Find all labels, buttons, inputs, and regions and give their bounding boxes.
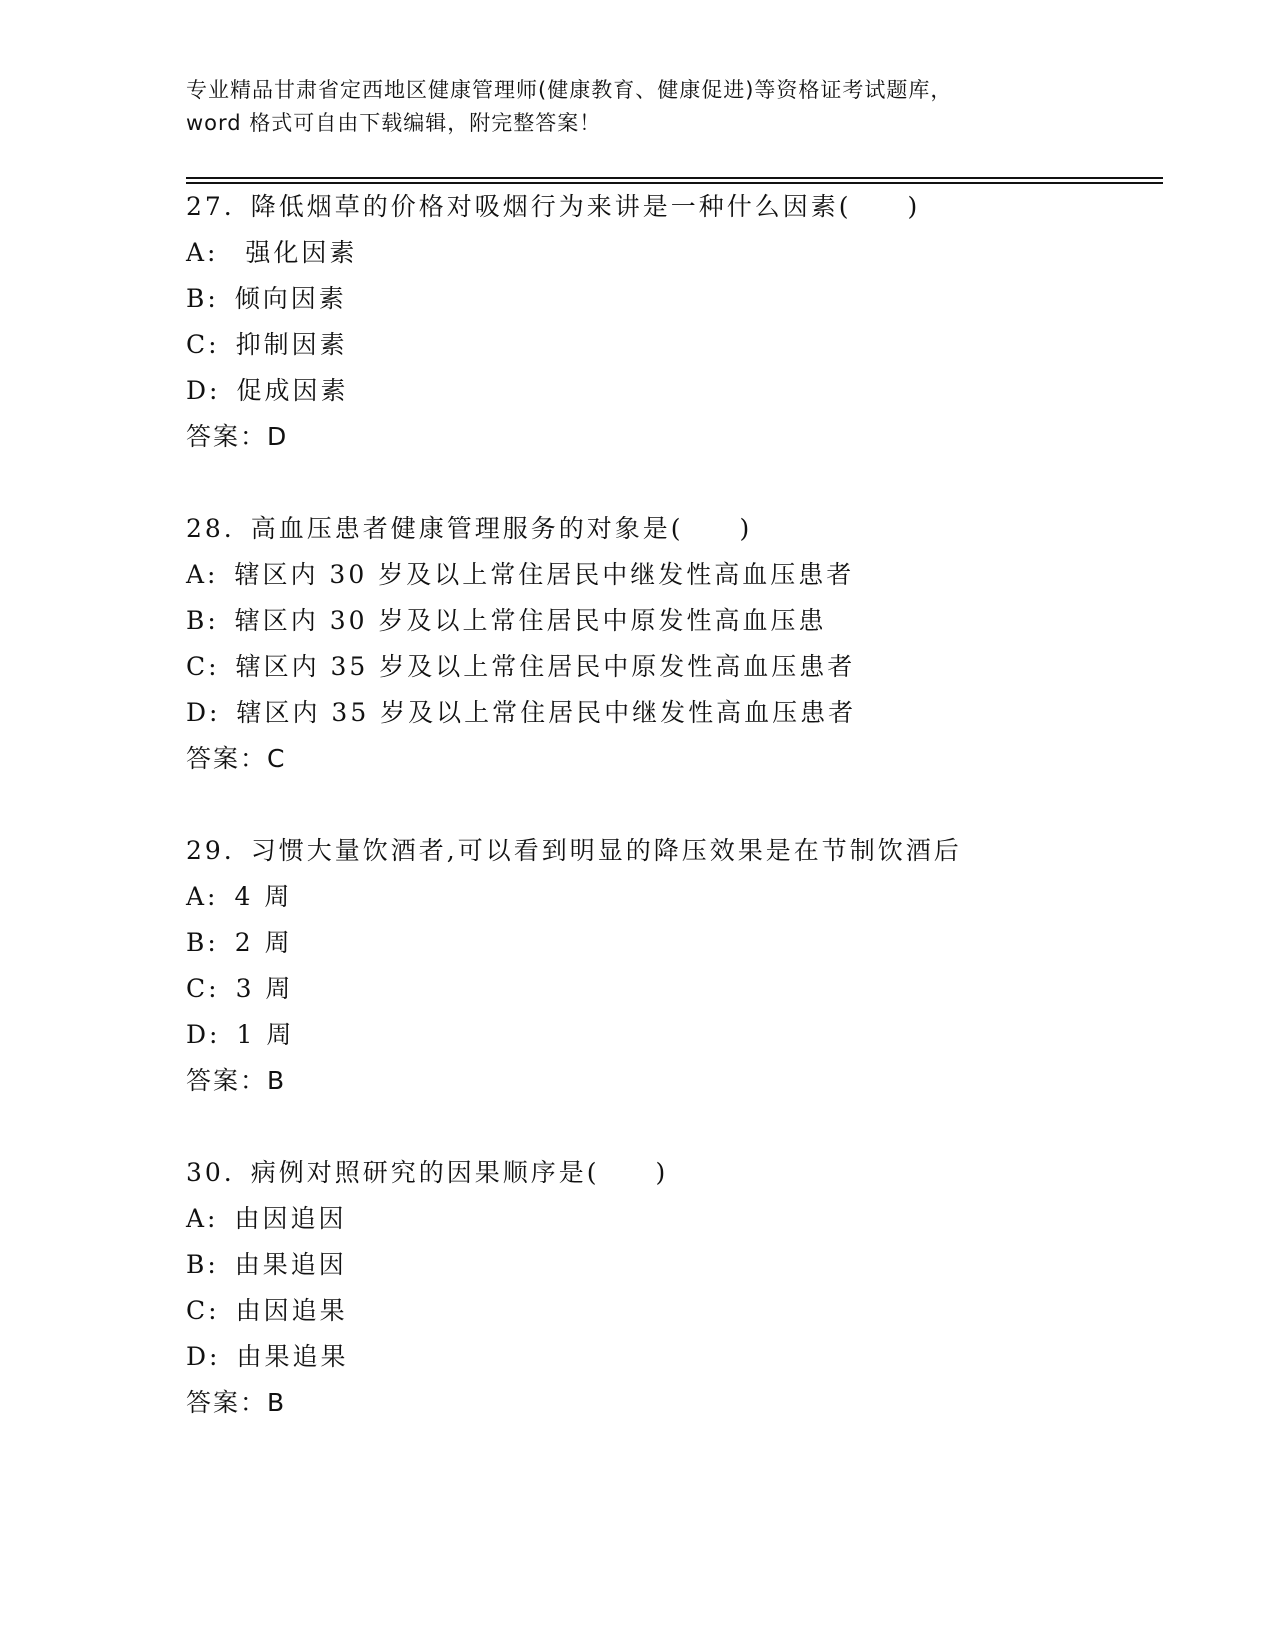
- option-text: 抑制因素: [235, 330, 348, 359]
- option-label: D:: [186, 376, 221, 405]
- option-d: [186, 690, 856, 736]
- question-stem: [186, 506, 856, 552]
- header-divider-top: [186, 177, 1163, 179]
- option-label: B:: [186, 1250, 219, 1279]
- option-text: 倾向因素: [234, 284, 347, 313]
- option-a: [186, 552, 856, 598]
- option-b: [186, 276, 920, 322]
- option-label: B:: [186, 928, 219, 957]
- option-label: C:: [186, 652, 220, 681]
- option-text: 2 周: [234, 928, 293, 957]
- option-label: C:: [186, 330, 220, 359]
- question-number: 27.: [186, 192, 235, 221]
- header-line-2: word 格式可自由下载编辑，附完整答案！: [186, 111, 602, 135]
- option-text: 4 周: [234, 882, 293, 911]
- option-a: [186, 230, 920, 276]
- question-29: [186, 828, 962, 1104]
- option-text: 辖区内 30 岁及以上常住居民中继发性高血压患者: [234, 560, 855, 589]
- question-number: 29.: [186, 836, 235, 865]
- option-label: A:: [186, 882, 219, 911]
- question-text: 降低烟草的价格对吸烟行为来讲是一种什么因素( ): [250, 192, 921, 221]
- question-text: 病例对照研究的因果顺序是( ): [250, 1158, 669, 1187]
- option-label: D:: [186, 698, 221, 727]
- question-stem: [186, 1150, 668, 1196]
- question-stem: [186, 828, 962, 874]
- option-c: [186, 644, 856, 690]
- answer: 答案：D: [186, 422, 289, 451]
- option-b: [186, 920, 962, 966]
- option-text: 辖区内 30 岁及以上常住居民中原发性高血压患: [234, 606, 827, 635]
- question-28: [186, 506, 856, 782]
- question-number: 30.: [186, 1158, 235, 1187]
- option-text: 由因追果: [235, 1296, 348, 1325]
- answer: 答案：B: [186, 1388, 287, 1417]
- option-label: A:: [186, 238, 219, 267]
- option-label: D:: [186, 1020, 221, 1049]
- question-text: 习惯大量饮酒者,可以看到明显的降压效果是在节制饮酒后: [250, 836, 962, 865]
- option-d: [186, 1012, 962, 1058]
- option-label: D:: [186, 1342, 221, 1371]
- answer: 答案：C: [186, 744, 287, 773]
- option-label: A:: [186, 1204, 219, 1233]
- question-number: 28.: [186, 514, 235, 543]
- option-label: B:: [186, 284, 219, 313]
- header-line-1: 专业精品甘肃省定西地区健康管理师(健康教育、健康促进)等资格证考试题库，: [186, 78, 953, 102]
- option-a: [186, 1196, 668, 1242]
- option-label: A:: [186, 560, 219, 589]
- option-text: 辖区内 35 岁及以上常住居民中继发性高血压患者: [236, 698, 857, 727]
- option-text: 3 周: [235, 974, 294, 1003]
- option-text: 由因追因: [234, 1204, 347, 1233]
- option-c: [186, 1288, 668, 1334]
- question-30: [186, 1150, 668, 1426]
- option-c: [186, 966, 962, 1012]
- option-text: 1 周: [236, 1020, 295, 1049]
- option-b: [186, 1242, 668, 1288]
- option-text: 由果追因: [234, 1250, 347, 1279]
- answer: 答案：B: [186, 1066, 287, 1095]
- question-27: [186, 184, 920, 460]
- option-label: B:: [186, 606, 219, 635]
- option-label: C:: [186, 974, 220, 1003]
- option-text: 强化因素: [234, 238, 358, 267]
- option-d: [186, 1334, 668, 1380]
- option-text: 辖区内 35 岁及以上常住居民中原发性高血压患者: [235, 652, 856, 681]
- option-c: [186, 322, 920, 368]
- option-text: 促成因素: [236, 376, 349, 405]
- option-label: C:: [186, 1296, 220, 1325]
- option-b: [186, 598, 856, 644]
- question-stem: [186, 184, 920, 230]
- option-d: [186, 368, 920, 414]
- option-text: 由果追果: [236, 1342, 349, 1371]
- question-text: 高血压患者健康管理服务的对象是( ): [250, 514, 753, 543]
- document-header: [186, 74, 1086, 140]
- option-a: [186, 874, 962, 920]
